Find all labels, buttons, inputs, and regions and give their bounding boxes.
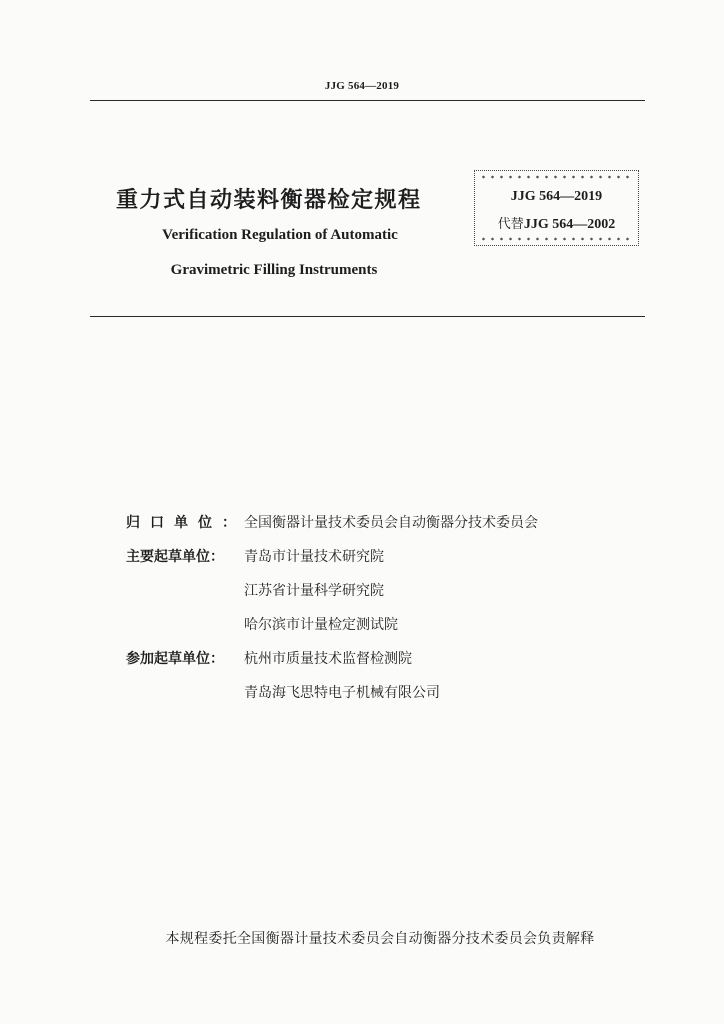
standard-code-box <box>474 170 639 246</box>
unit-value: 哈尔滨市计量检定测试院 <box>244 617 398 633</box>
unit-value: 青岛海飞思特电子机械有限公司 <box>244 685 440 701</box>
header-standard-code: JJG 564—2019 <box>324 80 400 92</box>
code-box-current-code: JJG 564—2019 <box>510 189 603 204</box>
unit-value: 杭州市质量技术监督检测院 <box>244 651 412 667</box>
replace-prefix: 代替 <box>497 217 524 232</box>
unit-label: 参加起草单位： <box>126 651 224 667</box>
replaced-code: JJG 564—2002 <box>523 217 616 232</box>
top-divider <box>90 100 645 101</box>
title-chinese: 重力式自动装料衡器检定规程 <box>116 188 422 213</box>
middle-divider <box>90 316 645 317</box>
code-box-replaces <box>475 213 638 233</box>
dotted-border-top <box>479 174 634 180</box>
title-english-line2: Gravimetric Filling Instruments <box>170 262 378 278</box>
unit-value: 青岛市计量技术研究院 <box>244 549 384 565</box>
unit-value: 全国衡器计量技术委员会自动衡器分技术委员会 <box>244 515 538 531</box>
unit-value: 江苏省计量科学研究院 <box>244 583 384 599</box>
dotted-border-bottom <box>479 236 634 242</box>
interpretation-note: 本规程委托全国衡器计量技术委员会自动衡器分技术委员会负责解释 <box>165 931 595 947</box>
title-english-line1: Verification Regulation of Automatic <box>162 227 398 243</box>
unit-label: 主要起草单位： <box>126 549 224 565</box>
unit-label: 归口单位： <box>126 515 246 531</box>
